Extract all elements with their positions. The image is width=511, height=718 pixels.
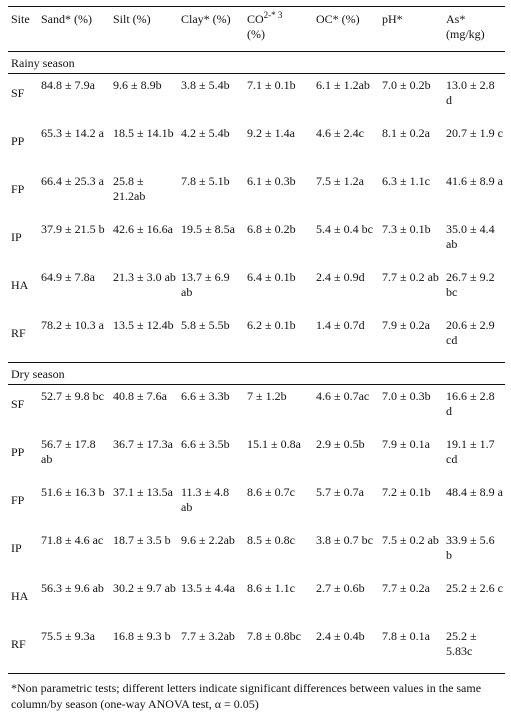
value-cell: 30.2 ± 9.7 ab <box>110 577 178 625</box>
value-cell: 2.9 ± 0.5b <box>313 433 379 481</box>
value-cell: 7.7 ± 0.2a <box>379 577 443 625</box>
column-header <box>8 7 38 52</box>
value-cell: 7.2 ± 0.1b <box>379 481 443 529</box>
column-header <box>379 7 443 52</box>
value-cell: 11.3 ± 4.8 ab <box>178 481 244 529</box>
table-row <box>8 529 505 577</box>
table-row <box>8 314 505 363</box>
value-cell: 7.1 ± 0.1b <box>244 74 313 123</box>
value-cell: 40.8 ± 7.6a <box>110 385 178 434</box>
value-cell: 71.8 ± 4.6 ac <box>38 529 110 577</box>
site-cell: PP <box>8 433 38 481</box>
table-row <box>8 218 505 266</box>
table-row <box>8 385 505 434</box>
value-cell: 8.5 ± 0.8c <box>244 529 313 577</box>
value-cell: 9.6 ± 8.9b <box>110 74 178 123</box>
column-header-superscript: 2-* 3 <box>264 10 283 20</box>
value-cell: 4.6 ± 0.7ac <box>313 385 379 434</box>
site-cell: SF <box>8 385 38 434</box>
value-cell: 16.8 ± 9.3 b <box>110 625 178 674</box>
season-label: Dry season <box>8 363 505 385</box>
value-cell: 7.3 ± 0.1b <box>379 218 443 266</box>
value-cell: 18.7 ± 3.5 b <box>110 529 178 577</box>
value-cell: 13.7 ± 6.9 ab <box>178 266 244 314</box>
value-cell: 9.6 ± 2.2ab <box>178 529 244 577</box>
column-header <box>313 7 379 52</box>
column-header-label: Site <box>11 12 30 26</box>
value-cell: 26.7 ± 9.2 bc <box>443 266 505 314</box>
value-cell: 20.7 ± 1.9 c <box>443 122 505 170</box>
value-cell: 25.2 ± 5.83c <box>443 625 505 674</box>
table-row <box>8 122 505 170</box>
value-cell: 51.6 ± 16.3 b <box>38 481 110 529</box>
soil-properties-table <box>8 6 505 718</box>
value-cell: 56.7 ± 17.8 ab <box>38 433 110 481</box>
site-cell: RF <box>8 314 38 363</box>
value-cell: 52.7 ± 9.8 bc <box>38 385 110 434</box>
value-cell: 9.2 ± 1.4a <box>244 122 313 170</box>
table-row <box>8 266 505 314</box>
column-header <box>178 7 244 52</box>
column-header <box>443 7 505 52</box>
season-header-row <box>8 363 505 385</box>
column-header <box>110 7 178 52</box>
value-cell: 8.6 ± 1.1c <box>244 577 313 625</box>
value-cell: 7.0 ± 0.2b <box>379 74 443 123</box>
value-cell: 3.8 ± 0.7 bc <box>313 529 379 577</box>
value-cell: 42.6 ± 16.6a <box>110 218 178 266</box>
value-cell: 6.3 ± 1.1c <box>379 170 443 218</box>
column-header-label: Clay* (%) <box>181 12 231 26</box>
header-row <box>8 7 505 52</box>
value-cell: 2.4 ± 0.4b <box>313 625 379 674</box>
value-cell: 15.1 ± 0.8a <box>244 433 313 481</box>
value-cell: 84.8 ± 7.9a <box>38 74 110 123</box>
value-cell: 35.0 ± 4.4 ab <box>443 218 505 266</box>
value-cell: 41.6 ± 8.9 a <box>443 170 505 218</box>
value-cell: 6.6 ± 3.5b <box>178 433 244 481</box>
value-cell: 64.9 ± 7.8a <box>38 266 110 314</box>
column-header-label: Silt (%) <box>113 12 151 26</box>
value-cell: 6.2 ± 0.1b <box>244 314 313 363</box>
value-cell: 8.6 ± 0.7c <box>244 481 313 529</box>
value-cell: 7.5 ± 1.2a <box>313 170 379 218</box>
column-header-label: OC* (%) <box>316 12 360 26</box>
site-cell: SF <box>8 74 38 123</box>
column-header-label: CO <box>247 12 264 26</box>
value-cell: 6.4 ± 0.1b <box>244 266 313 314</box>
value-cell: 7.8 ± 5.1b <box>178 170 244 218</box>
column-header-label: As* <box>446 12 465 26</box>
table-row <box>8 170 505 218</box>
value-cell: 5.7 ± 0.7a <box>313 481 379 529</box>
value-cell: 7.5 ± 0.2 ab <box>379 529 443 577</box>
value-cell: 25.2 ± 2.6 c <box>443 577 505 625</box>
site-cell: FP <box>8 170 38 218</box>
value-cell: 13.0 ± 2.8 d <box>443 74 505 123</box>
table-row <box>8 577 505 625</box>
value-cell: 66.4 ± 25.3 a <box>38 170 110 218</box>
table-body <box>8 52 505 718</box>
site-cell: FP <box>8 481 38 529</box>
value-cell: 6.1 ± 1.2ab <box>313 74 379 123</box>
value-cell: 7.9 ± 0.1a <box>379 433 443 481</box>
value-cell: 48.4 ± 8.9 a <box>443 481 505 529</box>
value-cell: 19.5 ± 8.5a <box>178 218 244 266</box>
site-cell: RF <box>8 625 38 674</box>
value-cell: 19.1 ± 1.7 cd <box>443 433 505 481</box>
column-header <box>38 7 110 52</box>
site-cell: IP <box>8 529 38 577</box>
site-cell: PP <box>8 122 38 170</box>
value-cell: 5.4 ± 0.4 bc <box>313 218 379 266</box>
site-cell: HA <box>8 266 38 314</box>
value-cell: 36.7 ± 17.3a <box>110 433 178 481</box>
value-cell: 1.4 ± 0.7d <box>313 314 379 363</box>
column-header-unit: (%) <box>247 27 265 41</box>
value-cell: 6.6 ± 3.3b <box>178 385 244 434</box>
table-row <box>8 481 505 529</box>
value-cell: 37.1 ± 13.5a <box>110 481 178 529</box>
table-row <box>8 433 505 481</box>
value-cell: 33.9 ± 5.6 b <box>443 529 505 577</box>
value-cell: 13.5 ± 4.4a <box>178 577 244 625</box>
value-cell: 18.5 ± 14.1b <box>110 122 178 170</box>
value-cell: 21.3 ± 3.0 ab <box>110 266 178 314</box>
value-cell: 5.8 ± 5.5b <box>178 314 244 363</box>
table-row <box>8 625 505 674</box>
value-cell: 37.9 ± 21.5 b <box>38 218 110 266</box>
value-cell: 4.2 ± 5.4b <box>178 122 244 170</box>
value-cell: 2.4 ± 0.9d <box>313 266 379 314</box>
value-cell: 2.7 ± 0.6b <box>313 577 379 625</box>
footnote: *Non parametric tests; different letters indicate significant differences between values in the same column/by season (one-way ANOVA test, α = 0.05) <box>8 674 505 718</box>
value-cell: 7.7 ± 3.2ab <box>178 625 244 674</box>
column-header-label: pH* <box>382 12 403 26</box>
value-cell: 75.5 ± 9.3a <box>38 625 110 674</box>
value-cell: 16.6 ± 2.8 d <box>443 385 505 434</box>
season-label: Rainy season <box>8 52 505 74</box>
site-cell: IP <box>8 218 38 266</box>
value-cell: 7.8 ± 0.8bc <box>244 625 313 674</box>
value-cell: 20.6 ± 2.9 cd <box>443 314 505 363</box>
value-cell: 65.3 ± 14.2 a <box>38 122 110 170</box>
value-cell: 7.7 ± 0.2 ab <box>379 266 443 314</box>
footnote-row <box>8 674 505 718</box>
value-cell: 7.9 ± 0.2a <box>379 314 443 363</box>
column-header-unit: (mg/kg) <box>446 27 485 41</box>
value-cell: 7 ± 1.2b <box>244 385 313 434</box>
value-cell: 6.8 ± 0.2b <box>244 218 313 266</box>
value-cell: 6.1 ± 0.3b <box>244 170 313 218</box>
value-cell: 7.0 ± 0.3b <box>379 385 443 434</box>
value-cell: 7.8 ± 0.1a <box>379 625 443 674</box>
column-header-label: Sand* (%) <box>41 12 92 26</box>
table-row <box>8 74 505 123</box>
site-cell: HA <box>8 577 38 625</box>
value-cell: 25.8 ± 21.2ab <box>110 170 178 218</box>
value-cell: 13.5 ± 12.4b <box>110 314 178 363</box>
value-cell: 78.2 ± 10.3 a <box>38 314 110 363</box>
column-header <box>244 7 313 52</box>
value-cell: 4.6 ± 2.4c <box>313 122 379 170</box>
value-cell: 8.1 ± 0.2a <box>379 122 443 170</box>
value-cell: 3.8 ± 5.4b <box>178 74 244 123</box>
season-header-row <box>8 52 505 74</box>
value-cell: 56.3 ± 9.6 ab <box>38 577 110 625</box>
